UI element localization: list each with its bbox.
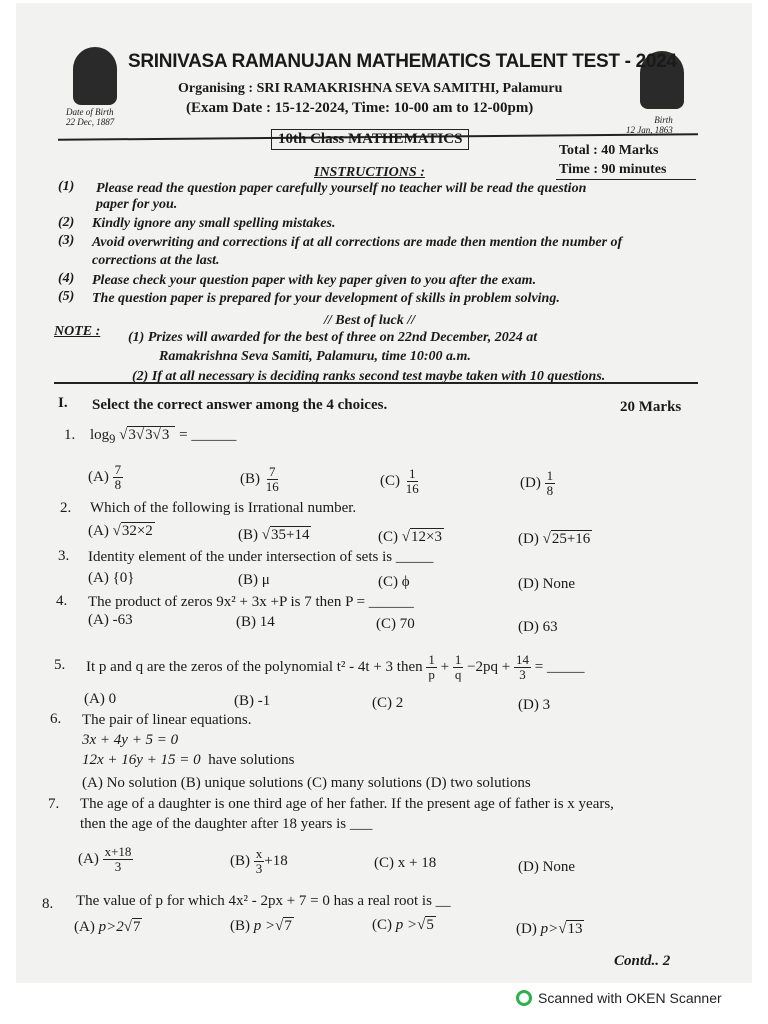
- q7-option-a: [78, 845, 133, 874]
- q2-a-value: 32×2: [121, 523, 153, 539]
- q3-number: 3.: [58, 548, 70, 564]
- q8-c-expr: p >: [395, 917, 418, 933]
- oken-scanner-icon: [516, 990, 532, 1006]
- q2-a-label: (A): [88, 523, 109, 539]
- instructions-heading: INSTRUCTIONS :: [314, 165, 425, 180]
- q7-option-c: (C) x + 18: [374, 855, 437, 871]
- q1-option-b: [240, 465, 281, 494]
- q5-n2: 1: [454, 652, 462, 667]
- instructions-rule: [54, 382, 698, 384]
- q2-option-c: (C) √12×3: [378, 529, 442, 545]
- q5-d3: 3: [519, 667, 526, 682]
- question-paper: [16, 3, 752, 983]
- q6-equation-2: [82, 752, 294, 769]
- q5-option-d: (D) 3: [518, 697, 551, 713]
- q7-b-den: 3: [255, 861, 263, 876]
- instruction-5-num: (5): [58, 289, 75, 304]
- q1-r3: 3: [161, 427, 170, 443]
- q7-a-label: (A): [78, 850, 99, 867]
- q7-a-den: 3: [114, 859, 122, 874]
- q8-b-expr: p >: [253, 918, 276, 934]
- q5-n3: 14: [516, 652, 530, 667]
- q1-option-a: [88, 463, 123, 492]
- q2-d-label: (D): [518, 531, 539, 547]
- q7-option-b: [230, 847, 288, 876]
- q2-option-d: (D) √25+16: [518, 531, 591, 547]
- q1-option-d: [520, 469, 555, 498]
- birth-value: 12 Jan, 1863: [626, 125, 673, 135]
- q5-blank: = _____: [534, 658, 585, 675]
- q2-c-value: 12×3: [410, 529, 442, 545]
- birth-date: [626, 115, 673, 135]
- q7-b-frac: [254, 847, 265, 876]
- q1-d-den: 8: [546, 483, 554, 498]
- instruction-1-line2: paper for you.: [96, 197, 178, 212]
- birth-label: Birth: [654, 115, 673, 125]
- q5-mid: −2pq +: [467, 658, 511, 675]
- q1-a-den: 8: [114, 477, 122, 492]
- total-marks: Total : 40 Marks: [559, 143, 659, 158]
- scanner-label: Scanned with OKEN Scanner: [538, 990, 722, 1006]
- q1-number: 1.: [64, 427, 76, 443]
- q2-b-value: 35+14: [270, 527, 310, 543]
- continued-label: Contd.. 2: [614, 953, 671, 969]
- q5-plus: +: [440, 658, 450, 675]
- instruction-2-line1: Kindly ignore any small spelling mistakes.: [92, 216, 336, 231]
- q7-option-d: (D) None: [518, 859, 576, 875]
- q1-b-frac: [264, 465, 281, 494]
- q1-b-num: 7: [269, 464, 276, 479]
- best-of-luck: // Best of luck //: [324, 313, 415, 328]
- instruction-3-line1: Avoid overwriting and corrections if at all corrections are made then mention the number of: [92, 235, 623, 250]
- q6-eq2-tail: have solutions: [208, 752, 295, 768]
- q3-option-a: (A) {0}: [88, 570, 135, 586]
- q2-d-value: 25+16: [551, 531, 591, 547]
- q8-b-label: (B): [230, 918, 250, 934]
- class-label: 10th Class MATHEMATICS: [271, 129, 469, 150]
- q1-c-label: (C): [380, 472, 400, 489]
- q6-eq2: 12x + 16y + 15 = 0: [82, 752, 201, 768]
- instruction-1-num: (1): [58, 179, 75, 194]
- q8-option-b: (B) p >√7: [230, 918, 292, 934]
- q8-a-radicand: 7: [132, 919, 141, 935]
- q3-text: Identity element of the under intersection of sets is _____: [88, 549, 434, 565]
- instruction-2-num: (2): [58, 215, 75, 230]
- q1-a-label: (A): [88, 468, 109, 485]
- q1-r1: 3: [128, 427, 136, 443]
- q8-option-a: (A) p>2√7: [74, 919, 141, 935]
- q8-a-label: (A): [74, 919, 95, 935]
- q1-c-den: 16: [405, 481, 419, 496]
- q1-blank: = ______: [179, 427, 237, 443]
- q8-d-radicand: 13: [567, 921, 583, 937]
- q1-log: log: [90, 427, 110, 443]
- q6-equation-1: 3x + 4y + 5 = 0: [82, 732, 179, 748]
- q8-number: 8.: [42, 896, 54, 912]
- q1-c-frac: [404, 467, 421, 496]
- date-of-birth: [66, 107, 114, 127]
- q6-options: (A) No solution (B) unique solutions (C) many solutions (D) two solutions: [82, 775, 531, 791]
- q2-option-a: (A) √32×2: [88, 523, 153, 539]
- exam-date-line: (Exam Date : 15-12-2024, Time: 10-00 am to 12-00pm): [186, 100, 534, 116]
- instruction-3-line2: corrections at the last.: [92, 253, 220, 268]
- q7-b-tail: +18: [264, 852, 288, 869]
- q7-number: 7.: [48, 796, 60, 812]
- q8-option-c: (C) p >√5: [372, 917, 434, 933]
- q5-number: 5.: [54, 657, 66, 673]
- q7-b-num: x: [255, 846, 263, 861]
- q5-frac-3: [514, 653, 531, 682]
- q4-option-b: (B) 14: [236, 614, 275, 630]
- q1-b-label: (B): [240, 470, 260, 487]
- note-1b: Ramakrishna Seva Samiti, Palamuru, time 10:00 a.m.: [159, 349, 471, 364]
- q5-frac-1: [426, 653, 437, 682]
- q8-b-radicand: 7: [284, 918, 292, 934]
- q1-r2: 3: [145, 427, 153, 443]
- q5-option-a: (A) 0: [84, 691, 117, 707]
- q2-c-label: (C): [378, 529, 398, 545]
- q1-d-frac: [545, 469, 556, 498]
- q2-text: Which of the following is Irrational number.: [90, 500, 357, 516]
- q5-n1: 1: [428, 652, 435, 667]
- instruction-5-line1: The question paper is prepared for your development of skills in problem solving.: [92, 291, 560, 306]
- q4-option-c: (C) 70: [376, 616, 415, 632]
- q8-text: The value of p for which 4x² - 2px + 7 = 0 has a real root is __: [76, 893, 451, 909]
- q5-d2: q: [454, 667, 462, 682]
- q1-d-num: 1: [546, 468, 554, 483]
- section-marks: 20 Marks: [620, 399, 682, 415]
- q1-radical: 3√3√3: [127, 426, 175, 443]
- q2-b-label: (B): [238, 527, 258, 543]
- ramanujan-portrait: [73, 47, 117, 105]
- q1-a-num: 7: [114, 462, 122, 477]
- q3-option-d: (D) None: [518, 576, 576, 592]
- q1-c-num: 1: [409, 466, 416, 481]
- q3-option-b: (B) μ: [238, 572, 270, 588]
- q6-text: The pair of linear equations.: [82, 712, 252, 728]
- q5-text: It p and q are the zeros of the polynomial t² - 4t + 3 then: [86, 658, 423, 675]
- time-underline: [556, 179, 696, 180]
- q8-c-label: (C): [372, 917, 392, 933]
- q5-option-b: (B) -1: [234, 693, 271, 709]
- instruction-4-num: (4): [58, 271, 75, 286]
- scanner-watermark: [516, 990, 722, 1006]
- instruction-3-num: (3): [58, 233, 75, 248]
- organiser-line: Organising : SRI RAMAKRISHNA SEVA SAMITHI, Palamuru: [178, 81, 563, 96]
- q8-a-expr: p>2: [98, 919, 124, 935]
- q1-inner-radical: 3√3: [144, 426, 173, 443]
- instruction-1-line1: Please read the question paper carefully yourself no teacher will be read the question: [96, 181, 587, 196]
- section-number: I.: [58, 395, 68, 411]
- q5-option-c: (C) 2: [372, 695, 404, 711]
- section-title: Select the correct answer among the 4 choices.: [92, 397, 388, 413]
- q3-option-c: (C) ϕ: [378, 574, 410, 590]
- q7-b-label: (B): [230, 852, 250, 869]
- q5-stem: [86, 653, 584, 682]
- q2-option-b: (B) √35+14: [238, 527, 310, 543]
- dob-value: 22 Dec, 1887: [66, 117, 115, 127]
- q1-log-base: 9: [109, 432, 116, 446]
- q4-option-a: (A) -63: [88, 612, 133, 628]
- note-label: NOTE :: [54, 324, 101, 339]
- q8-d-label: (D): [516, 921, 537, 937]
- q1-b-den: 16: [265, 479, 279, 494]
- q1-a-frac: [113, 463, 124, 492]
- dob-label: Date of Birth: [66, 107, 114, 117]
- time-allowed: Time : 90 minutes: [559, 162, 667, 177]
- q7-line1: The age of a daughter is one third age of her father. If the present age of father is x years,: [80, 796, 614, 812]
- q1-d-label: (D): [520, 474, 541, 491]
- q8-d-expr: p>: [540, 921, 559, 937]
- test-title: SRINIVASA RAMANUJAN MATHEMATICS TALENT TEST - 2024: [128, 51, 677, 72]
- q4-number: 4.: [56, 593, 68, 609]
- q8-c-radicand: 5: [426, 917, 434, 933]
- q8-option-d: (D) p>√13: [516, 921, 583, 937]
- instruction-4-line1: Please check your question paper with key paper given to you after the exam.: [92, 273, 537, 288]
- q2-number: 2.: [60, 500, 72, 516]
- q6-number: 6.: [50, 711, 62, 727]
- note-2: (2) If at all necessary is deciding ranks second test maybe taken with 10 questions.: [132, 369, 606, 384]
- q1-stem: $\log_9 √3√3√3$ = ______: [90, 427, 237, 446]
- q1-option-c: [380, 467, 421, 496]
- q7-a-frac: [103, 845, 134, 874]
- q4-option-d: (D) 63: [518, 619, 558, 635]
- q7-line2: then the age of the daughter after 18 years is ___: [80, 816, 373, 832]
- q4-text: The product of zeros 9x² + 3x +P is 7 then P = ______: [88, 594, 414, 610]
- q5-frac-2: [453, 653, 464, 682]
- q7-a-num: x+18: [104, 844, 132, 859]
- note-1a: (1) Prizes will awarded for the best of three on 22nd December, 2024 at: [128, 330, 538, 345]
- q5-d1: p: [428, 667, 435, 682]
